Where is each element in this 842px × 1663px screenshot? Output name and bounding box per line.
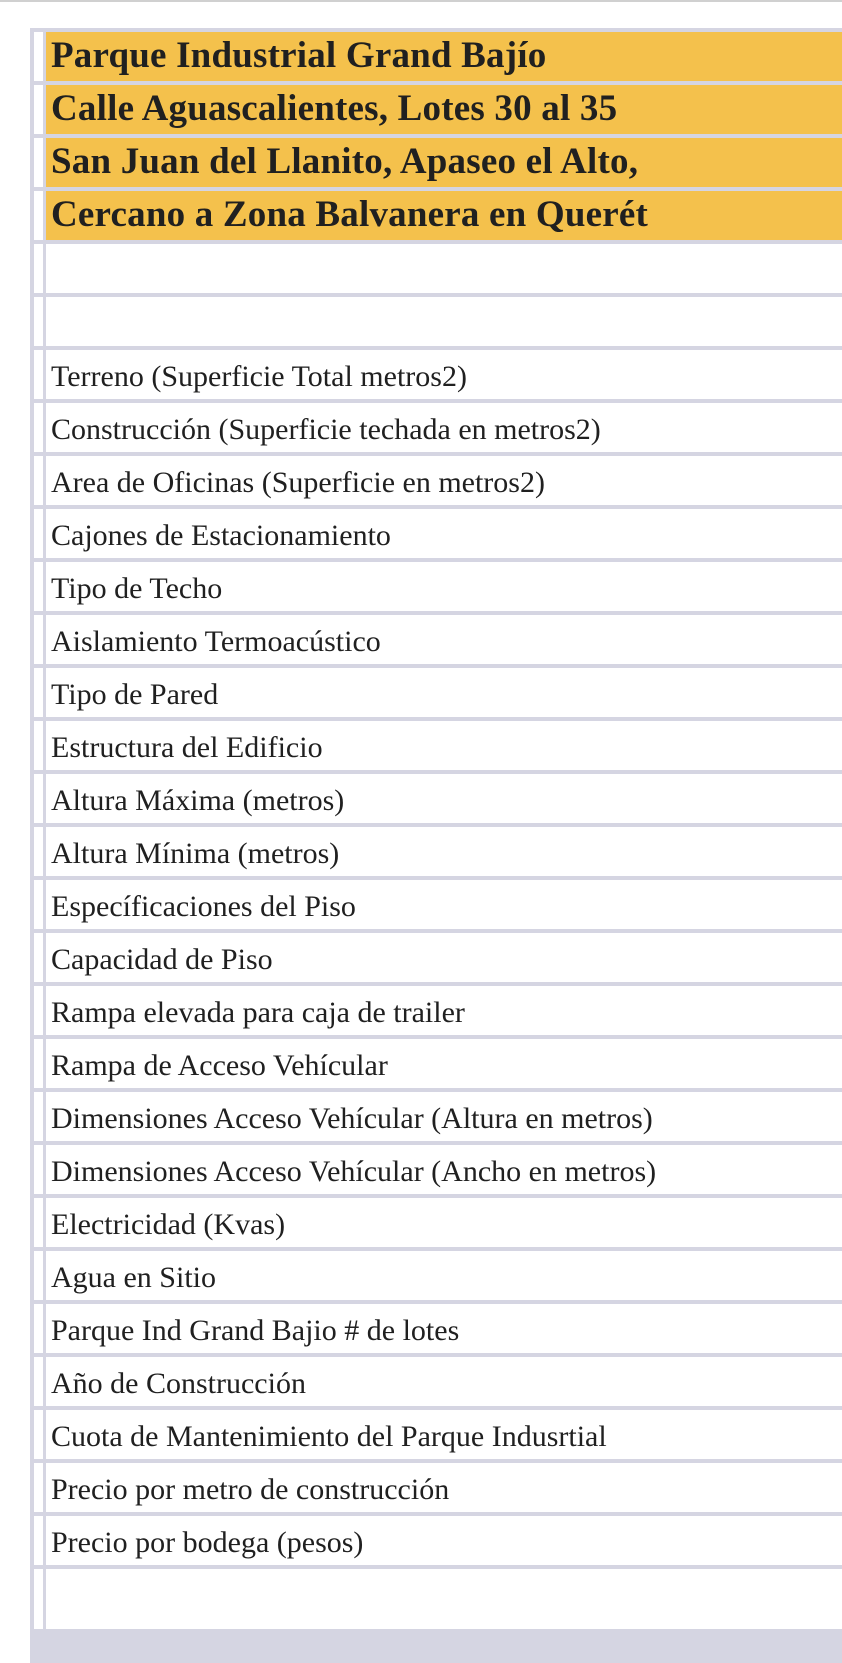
- row-gutter: [34, 1569, 46, 1629]
- row-gutter: [34, 138, 46, 187]
- spreadsheet: [30, 28, 842, 1663]
- field-label: Electricidad (Kvas): [51, 1207, 286, 1241]
- header-cell[interactable]: [46, 138, 842, 187]
- field-label: Rampa de Acceso Vehícular: [51, 1048, 388, 1082]
- table-row: [34, 668, 842, 717]
- street-address: Calle Aguascalientes, Lotes 30 al 35: [51, 88, 618, 129]
- row-gutter: [34, 456, 46, 505]
- empty-row: [34, 297, 842, 346]
- field-label: Año de Construcción: [51, 1366, 306, 1400]
- row-gutter: [34, 562, 46, 611]
- row-gutter: [34, 191, 46, 240]
- field-label: Precio por bodega (pesos): [51, 1525, 364, 1559]
- row-gutter: [34, 509, 46, 558]
- table-row: [34, 1251, 842, 1300]
- field-cell[interactable]: [46, 933, 842, 982]
- field-label: Altura Máxima (metros): [51, 783, 345, 817]
- row-gutter: [34, 721, 46, 770]
- top-divider: [0, 0, 842, 2]
- row-gutter: [34, 297, 46, 346]
- header-cell[interactable]: [46, 85, 842, 134]
- header-row: [34, 191, 842, 240]
- location-note: Cercano a Zona Balvanera en Querét: [51, 194, 649, 235]
- field-label: Capacidad de Piso: [51, 942, 273, 976]
- field-cell[interactable]: [46, 456, 842, 505]
- header-row: [34, 85, 842, 134]
- field-cell[interactable]: [46, 1145, 842, 1194]
- field-label: Tipo de Pared: [51, 677, 219, 711]
- field-label: Tipo de Techo: [51, 571, 223, 605]
- field-cell[interactable]: [46, 615, 842, 664]
- field-label: Estructura del Edificio: [51, 730, 323, 764]
- table-row: [34, 1463, 842, 1512]
- row-gutter: [34, 668, 46, 717]
- table-row: [34, 986, 842, 1035]
- field-cell[interactable]: [46, 1410, 842, 1459]
- field-cell[interactable]: [46, 1198, 842, 1247]
- empty-cell[interactable]: [46, 297, 842, 346]
- table-row: [34, 1410, 842, 1459]
- field-label: Cajones de Estacionamiento: [51, 518, 391, 552]
- table-row: [34, 350, 842, 399]
- field-cell[interactable]: [46, 880, 842, 929]
- row-gutter: [34, 244, 46, 293]
- table-row: [34, 615, 842, 664]
- empty-cell[interactable]: [46, 244, 842, 293]
- park-name: Parque Industrial Grand Bajío: [51, 35, 547, 76]
- row-gutter: [34, 350, 46, 399]
- field-cell[interactable]: [46, 668, 842, 717]
- field-label: Construcción (Superficie techada en metros2): [51, 412, 601, 446]
- field-label: Area de Oficinas (Superficie en metros2): [51, 465, 545, 499]
- field-cell[interactable]: [46, 1463, 842, 1512]
- row-gutter: [34, 1463, 46, 1512]
- row-gutter: [34, 1039, 46, 1088]
- field-cell[interactable]: [46, 350, 842, 399]
- row-gutter: [34, 880, 46, 929]
- table-row: [34, 827, 842, 876]
- table-row: [34, 880, 842, 929]
- row-gutter: [34, 1198, 46, 1247]
- field-cell[interactable]: [46, 774, 842, 823]
- empty-cell[interactable]: [46, 1569, 842, 1629]
- row-gutter: [34, 1357, 46, 1406]
- table-row: [34, 1357, 842, 1406]
- table-row: [34, 562, 842, 611]
- table-row: [34, 456, 842, 505]
- field-label: Rampa elevada para caja de trailer: [51, 995, 465, 1029]
- empty-row: [34, 1569, 842, 1629]
- field-cell[interactable]: [46, 403, 842, 452]
- row-gutter: [34, 615, 46, 664]
- field-cell[interactable]: [46, 1304, 842, 1353]
- table-row: [34, 1516, 842, 1565]
- field-cell[interactable]: [46, 721, 842, 770]
- field-cell[interactable]: [46, 1357, 842, 1406]
- header-cell[interactable]: [46, 32, 842, 81]
- row-gutter: [34, 986, 46, 1035]
- row-gutter: [34, 85, 46, 134]
- header-row: [34, 138, 842, 187]
- table-row: [34, 933, 842, 982]
- row-gutter: [34, 1304, 46, 1353]
- row-gutter: [34, 1410, 46, 1459]
- field-cell[interactable]: [46, 509, 842, 558]
- row-gutter: [34, 1092, 46, 1141]
- spreadsheet-grid: [34, 32, 842, 1633]
- table-row: [34, 403, 842, 452]
- field-label: Precio por metro de construcción: [51, 1472, 450, 1506]
- table-row: [34, 721, 842, 770]
- row-gutter: [34, 32, 46, 81]
- field-label: Altura Mínima (metros): [51, 836, 340, 870]
- table-row: [34, 774, 842, 823]
- locality: San Juan del Llanito, Apaseo el Alto,: [51, 141, 639, 182]
- table-row: [34, 1145, 842, 1194]
- table-row: [34, 509, 842, 558]
- field-label: Terreno (Superficie Total metros2): [51, 359, 467, 393]
- header-row: [34, 32, 842, 81]
- row-gutter: [34, 1145, 46, 1194]
- field-label: Dimensiones Acceso Vehícular (Ancho en metros): [51, 1154, 657, 1188]
- empty-row: [34, 244, 842, 293]
- field-label: Dimensiones Acceso Vehícular (Altura en metros): [51, 1101, 653, 1135]
- row-gutter: [34, 403, 46, 452]
- field-cell[interactable]: [46, 827, 842, 876]
- row-gutter: [34, 774, 46, 823]
- row-gutter: [34, 827, 46, 876]
- field-label: Aislamiento Termoacústico: [51, 624, 381, 658]
- table-row: [34, 1092, 842, 1141]
- header-cell[interactable]: [46, 191, 842, 240]
- field-label: Cuota de Mantenimiento del Parque Indusrtial: [51, 1419, 607, 1453]
- field-cell[interactable]: [46, 1039, 842, 1088]
- row-gutter: [34, 1251, 46, 1300]
- table-row: [34, 1304, 842, 1353]
- field-cell[interactable]: [46, 1516, 842, 1565]
- field-cell[interactable]: [46, 1251, 842, 1300]
- table-row: [34, 1198, 842, 1247]
- field-label: Específicaciones del Piso: [51, 889, 356, 923]
- field-cell[interactable]: [46, 1092, 842, 1141]
- row-gutter: [34, 933, 46, 982]
- field-cell[interactable]: [46, 986, 842, 1035]
- row-gutter: [34, 1516, 46, 1565]
- field-label: Agua en Sitio: [51, 1260, 216, 1294]
- table-row: [34, 1039, 842, 1088]
- field-label: Parque Ind Grand Bajio # de lotes: [51, 1313, 460, 1347]
- field-cell[interactable]: [46, 562, 842, 611]
